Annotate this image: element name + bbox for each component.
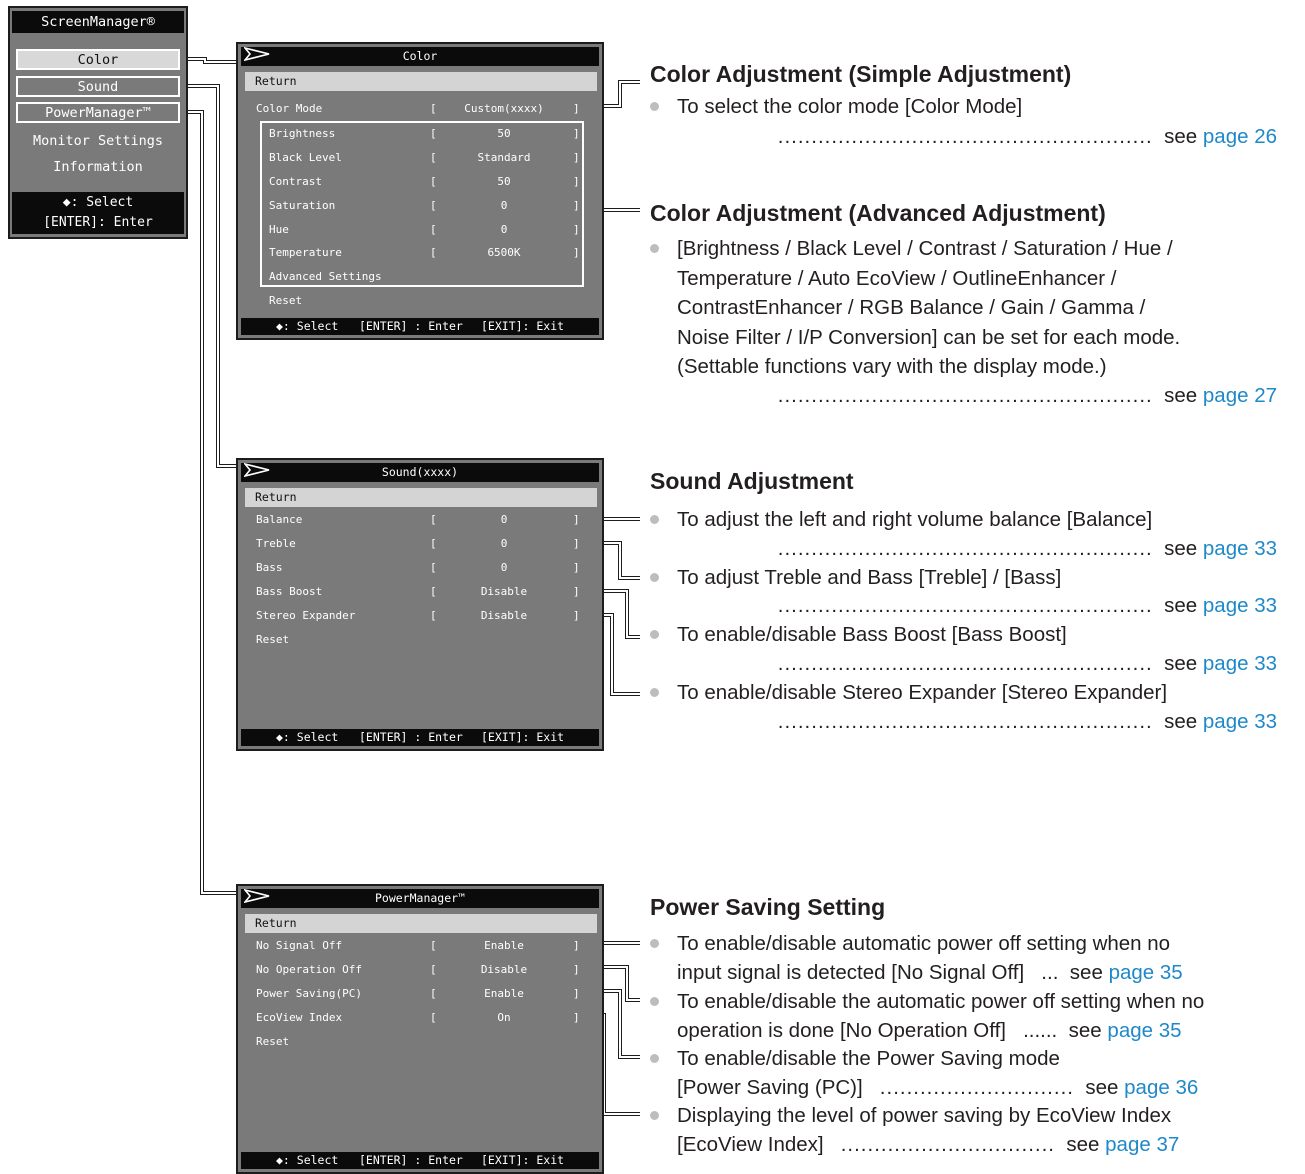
bracket-close: ] [573,127,580,140]
leader-dots: ........................................................ [777,594,1153,617]
row-value: 50 [497,175,511,188]
footer-select: ◆: Select [276,730,339,744]
bullet-icon [650,630,659,639]
row-value: 6500K [487,246,521,259]
main-menu-item-powermanager[interactable]: PowerManager™ [16,102,180,123]
bracket-open: [ [430,963,437,976]
row-value: 0 [500,199,508,212]
bullet-text-line: [Brightness / Black Level / Contrast / Saturation / Hue / [677,237,1173,260]
see-label: see [1066,1133,1100,1156]
main-menu-footer-enter: [ENTER]: Enter [43,215,153,230]
color-row-advanced-settings[interactable] [238,265,602,289]
row-value: 0 [500,223,508,236]
color-menu-footer [241,318,599,335]
page-link[interactable]: page 33 [1202,652,1277,675]
bullet-text-line: (Settable functions vary with the display mode.) [677,355,1107,378]
footer-select: ◆: Select [276,1153,339,1167]
page-ref-26 [650,122,1277,152]
bullet-icon [650,688,659,697]
screenmanager-main-menu [8,6,188,239]
color-row-color-mode[interactable] [238,97,602,121]
bullet-text: To enable/disable Bass Boost [Bass Boost] [677,623,1067,646]
bracket-close: ] [573,246,580,259]
main-menu-item-monitor-settings[interactable]: Monitor Settings [32,133,164,149]
bracket-open: [ [430,561,437,574]
bracket-close: ] [573,561,580,574]
bullet-icon [650,244,659,253]
row-value: Enable [484,939,524,952]
heading-color-simple: Color Adjustment (Simple Adjustment) [650,61,1072,87]
bracket-close: ] [573,175,580,188]
bracket-close: ] [573,537,580,550]
wire-power [183,112,236,893]
leader-dots: ...... [1023,1019,1058,1042]
bullet-text-line: To enable/disable the automatic power off setting when no [677,990,1205,1013]
bullet-ecoview-index-line2 [650,1130,1300,1160]
see-label: see [1068,1019,1102,1042]
bracket-open: [ [430,513,437,526]
bracket-open: [ [430,199,437,212]
bracket-close: ] [573,609,580,622]
bullet-text-line: ContrastEnhancer / RGB Balance / Gain / Gamma / [677,296,1146,319]
sound-menu-title: Sound(xxxx) [241,463,599,482]
row-label: Reset [256,1035,290,1048]
bracket-close: ] [573,585,580,598]
leader-dots: ........................................................ [777,652,1153,675]
main-menu-title: ScreenManager® [12,11,184,33]
main-menu-item-sound[interactable]: Sound [16,76,180,97]
bullet-text: To select the color mode [Color Mode] [677,95,1023,118]
bracket-close: ] [573,199,580,212]
bullet-treble-bass [650,563,1300,593]
powermanager-menu-title: PowerManager™ [241,889,599,908]
bracket-close: ] [573,513,580,526]
heading-sound: Sound Adjustment [650,468,854,494]
page-ref-27 [650,381,1277,411]
row-label: Treble [256,537,296,550]
bracket-close: ] [573,223,580,236]
row-label: Reset [256,633,290,646]
color-menu-return[interactable]: Return [245,72,597,91]
color-row-contrast[interactable] [238,170,602,194]
row-label: Stereo Expander [256,609,356,622]
bracket-open: [ [430,585,437,598]
power-row-no-signal-off[interactable] [238,934,602,958]
row-label: No Operation Off [256,963,362,976]
row-value: 0 [500,561,508,574]
bullet-text: To adjust the left and right volume balance [Balance] [677,508,1153,531]
row-value: Disable [480,963,528,976]
bracket-close: ] [573,987,580,1000]
row-value: 0 [500,513,508,526]
main-menu-footer [12,192,184,234]
see-label: see [1164,652,1198,675]
bracket-open: [ [430,987,437,1000]
sound-row-reset[interactable] [238,628,602,652]
power-row-ecoview-index[interactable] [238,1006,602,1030]
leader-dots: ............................. [879,1076,1074,1099]
bracket-open: [ [430,102,437,115]
row-value: 0 [500,537,508,550]
bullet-icon [650,102,659,111]
bracket-open: [ [430,246,437,259]
main-menu-item-color[interactable]: Color [16,49,180,70]
row-label: Advanced Settings [269,270,382,283]
color-row-saturation[interactable] [238,194,602,218]
row-label: Color Mode [256,102,323,115]
see-label: see [1164,384,1198,407]
page-link[interactable]: page 35 [1108,961,1183,984]
bullet-icon [650,515,659,524]
powermanager-menu-footer [241,1152,599,1169]
bullet-no-signal-off [650,929,1300,959]
bullet-text-line: To enable/disable automatic power off setting when no [677,932,1171,955]
bullet-no-signal-off-line2 [650,958,1300,988]
see-label: see [1164,710,1198,733]
color-row-reset[interactable] [238,289,602,313]
page-ref-33-boost [650,649,1277,679]
page-ref-33-balance [650,534,1277,564]
bracket-close: ] [573,939,580,952]
bullet-icon [650,1054,659,1063]
bullet-icon [650,1111,659,1120]
row-value: Enable [484,987,524,1000]
sound-menu-panel [236,458,604,751]
footer-select: ◆: Select [276,319,339,333]
color-row-brightness[interactable] [238,122,602,146]
footer-exit: [EXIT]: Exit [481,1153,565,1167]
row-value: Custom(xxxx) [464,102,544,115]
leader-dots: ... [1041,961,1059,984]
powermanager-menu-panel [236,884,604,1174]
bullet-power-saving [650,1044,1300,1074]
row-label: Black Level [269,151,342,164]
bullet-bass-boost [650,620,1300,650]
bracket-open: [ [430,609,437,622]
row-label: Brightness [269,127,336,140]
footer-enter: [ENTER] : Enter [359,319,463,333]
page-link[interactable]: page 26 [1202,125,1277,148]
bullet-no-operation-off-line2 [650,1016,1300,1046]
row-value: Disable [480,609,528,622]
power-row-no-operation-off[interactable] [238,958,602,982]
row-value: On [497,1011,511,1024]
color-menu-title: Color [241,47,599,66]
heading-power: Power Saving Setting [650,894,886,920]
row-label: EcoView Index [256,1011,343,1024]
page-ref-33-stereo [650,707,1277,737]
bullet-power-saving-line2 [650,1073,1300,1103]
page-link[interactable]: page 33 [1202,537,1277,560]
footer-exit: [EXIT]: Exit [481,319,565,333]
main-menu-item-information[interactable]: Information [53,159,143,175]
main-menu-footer-select: ◆: Select [62,195,134,210]
bullet-icon [650,573,659,582]
bracket-open: [ [430,151,437,164]
bracket-open: [ [430,939,437,952]
sound-row-treble[interactable] [238,532,602,556]
page-link[interactable]: page 33 [1202,710,1277,733]
color-row-black-level[interactable] [238,146,602,170]
bullet-icon [650,939,659,948]
leader-dots: ........................................................ [777,537,1153,560]
row-label: Bass Boost [256,585,323,598]
row-label: Reset [269,294,303,307]
power-row-power-saving[interactable] [238,982,602,1006]
see-label: see [1069,961,1103,984]
bullet-text-line: [EcoView Index] [677,1133,824,1156]
sound-row-bass[interactable] [238,556,602,580]
bracket-close: ] [573,1011,580,1024]
page-link[interactable]: page 36 [1124,1076,1199,1099]
row-value: Standard [477,151,531,164]
sound-row-stereo-expander[interactable] [238,604,602,628]
bullet-ecoview-index [650,1101,1300,1131]
page-link[interactable]: page 33 [1202,594,1277,617]
leader-dots: ........................................................ [777,710,1153,733]
row-label: Power Saving(PC) [256,987,362,1000]
bullet-color-advanced [650,234,1300,382]
arrow-right-icon [244,47,270,61]
bullet-text-line: Temperature / Auto EcoView / OutlineEnhancer / [677,266,1117,290]
bracket-open: [ [430,223,437,236]
color-row-hue[interactable] [238,218,602,242]
sound-row-bass-boost[interactable] [238,580,602,604]
bracket-open: [ [430,1011,437,1024]
leader-dots: ........................................................ [777,384,1153,407]
bullet-balance [650,505,1300,535]
see-label: see [1164,537,1198,560]
color-menu-panel [236,42,604,340]
bullet-text-line: [Power Saving (PC)] [677,1076,863,1099]
color-row-temperature[interactable] [238,241,602,265]
sound-menu-footer [241,729,599,746]
bracket-open: [ [430,175,437,188]
bullet-color-mode [650,92,1300,122]
footer-enter: [ENTER] : Enter [359,1153,463,1167]
page-ref-33-treble [650,591,1277,621]
arrow-right-icon [244,463,270,477]
heading-color-advanced: Color Adjustment (Advanced Adjustment) [650,200,1106,226]
footer-exit: [EXIT]: Exit [481,730,565,744]
row-label: Hue [269,223,289,236]
bullet-text: To adjust Treble and Bass [Treble] / [Bass] [677,566,1062,589]
sound-menu-return[interactable]: Return [245,488,597,507]
row-label: Saturation [269,199,336,212]
bracket-close: ] [573,151,580,164]
see-label: see [1085,1076,1119,1099]
wire-sound [183,86,236,466]
leader-dots: ........................................................ [777,125,1153,148]
row-label: No Signal Off [256,939,343,952]
page-link[interactable]: page 37 [1105,1133,1180,1156]
bullet-text: To enable/disable Stereo Expander [Stereo Expander] [677,681,1168,704]
bullet-text-line: input signal is detected [No Signal Off] [677,961,1025,984]
bullet-text-line: Noise Filter / I/P Conversion] can be set for each mode. [677,325,1181,349]
page-link[interactable]: page 35 [1107,1019,1182,1042]
row-value: Disable [480,585,528,598]
row-label: Contrast [269,175,322,188]
row-label: Bass [256,561,283,574]
bullet-no-operation-off [650,987,1300,1017]
power-row-reset[interactable] [238,1030,602,1054]
bracket-open: [ [430,537,437,550]
bracket-close: ] [573,102,580,115]
leader-dots: ................................ [840,1133,1055,1156]
bullet-text-line: operation is done [No Operation Off] [677,1019,1006,1042]
see-label: see [1164,594,1198,617]
bullet-icon [650,997,659,1006]
footer-enter: [ENTER] : Enter [359,730,463,744]
bullet-text-line: Displaying the level of power saving by EcoView Index [677,1104,1172,1127]
see-label: see [1164,125,1198,148]
arrow-right-icon [244,889,270,903]
bullet-stereo-expander [650,678,1300,708]
sound-row-balance[interactable] [238,508,602,532]
bullet-text-line: To enable/disable the Power Saving mode [677,1047,1060,1070]
bracket-close: ] [573,963,580,976]
row-value: 50 [497,127,511,140]
row-label: Balance [256,513,303,526]
row-label: Temperature [269,246,342,259]
page-link[interactable]: page 27 [1202,384,1277,407]
bracket-open: [ [430,127,437,140]
powermanager-menu-return[interactable]: Return [245,914,597,933]
